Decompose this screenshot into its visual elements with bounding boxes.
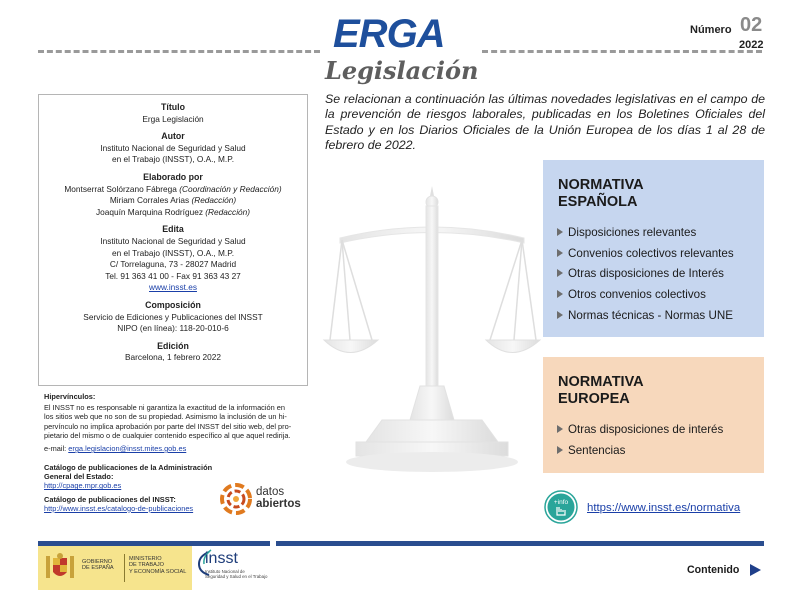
- intro-paragraph: Se relacionan a continuación las últimas novedades legislativas en el campo de la prevención de riesgos laborales, publicadas en los Boletines Oficiales del Estado y en los Diarios Oficiales de la Unión Europea de los días 1 al 28 de febrero de 2022.: [325, 92, 765, 153]
- triangle-right-icon: [557, 311, 563, 319]
- list-item[interactable]: Otras disposiciones de interés: [557, 420, 764, 441]
- triangle-right-icon: [557, 290, 563, 298]
- disclaimer-line: los sitios web que no son de su propiedad. Asimismo la inclusión de un hi-: [44, 412, 287, 422]
- normativa-url-link[interactable]: https://www.insst.es/normativa: [587, 502, 741, 514]
- triangle-right-icon: [557, 425, 563, 433]
- triangle-right-icon: [557, 269, 563, 277]
- list-item[interactable]: Otras disposiciones de Interés: [557, 264, 764, 285]
- list-item[interactable]: Sentencias: [557, 441, 764, 462]
- elaborado-line: Miriam Corrales Arias (Redacción): [109, 195, 237, 206]
- erga-logo: [325, 12, 485, 88]
- list-item[interactable]: Otros convenios colectivos: [557, 285, 764, 306]
- edicion-heading: Edición: [157, 340, 189, 351]
- autor-heading: Autor: [161, 131, 185, 142]
- gobierno-espana-logo: [38, 546, 192, 590]
- issue-year: 2022: [739, 39, 764, 51]
- email-link[interactable]: erga.legislacion@insst.mites.gob.es: [68, 444, 187, 454]
- normativa-espanola-title: NORMATIVA ESPAÑOLA: [558, 177, 644, 210]
- disclaimer-title: Hipervínculos:: [44, 392, 96, 401]
- logo-title: ERGA: [333, 12, 445, 56]
- catalogs: [44, 463, 214, 513]
- header-rule-right: [482, 50, 762, 53]
- datos-abiertos-icon: [220, 482, 252, 516]
- disclaimer-line: El INSST no es responsable ni garantiza la exactitud de la información en: [44, 403, 286, 413]
- contenido-label[interactable]: Contenido: [687, 564, 740, 576]
- insst-catalog-title: Catálogo de publicaciones del INSST:: [44, 494, 176, 504]
- ministerio-text: MINISTERIO DE TRABAJO Y ECONOMÍA SOCIAL: [129, 556, 187, 575]
- plus-info-icon[interactable]: [544, 490, 578, 524]
- edita-heading: Edita: [162, 224, 184, 235]
- elaborado-line: Montserrat Solórzano Fábrega (Coordinación y Redacción): [64, 183, 282, 194]
- hyperlinks-disclaimer: [44, 392, 306, 453]
- svg-text:+info: +info: [553, 499, 569, 506]
- admin-catalog-link[interactable]: http://cpage.mpr.gob.es: [44, 481, 122, 491]
- insst-catalog-link[interactable]: http://www.insst.es/catalogo-de-publicaciones: [44, 503, 194, 513]
- datos-abiertos-text: datos abiertos: [256, 486, 301, 510]
- composicion-line: Servicio de Ediciones y Publicaciones del INSST: [83, 311, 263, 322]
- scales-of-justice-illustration: [322, 180, 552, 485]
- gob-separator: [124, 554, 125, 582]
- elaborado-heading: Elaborado por: [143, 171, 203, 182]
- edicion-value: Barcelona, 1 febrero 2022: [125, 352, 221, 363]
- list-item[interactable]: Disposiciones relevantes: [557, 223, 764, 244]
- triangle-right-icon: [557, 249, 563, 257]
- normativa-europea-panel: [543, 357, 764, 473]
- next-arrow-icon[interactable]: [750, 564, 761, 576]
- disclaimer-line: pervínculo no implica aprobación por parte del INSST del sitio web, del pro-: [44, 421, 292, 431]
- gobierno-text: GOBIERNO DE ESPAÑA: [82, 559, 114, 572]
- insst-website-link[interactable]: www.insst.es: [149, 282, 197, 293]
- elaborado-line: Joaquín Marquina Rodríguez (Redacción): [95, 206, 251, 217]
- email-row: e-mail: erga.legislacion@insst.mites.gob.es: [44, 444, 187, 454]
- admin-catalog-title: Catálogo de publicaciones de la Administración: [44, 463, 213, 472]
- insst-name: insst: [205, 550, 238, 567]
- triangle-right-icon: [557, 446, 563, 454]
- datos-abiertos-logo[interactable]: [220, 482, 310, 518]
- insst-logo: [195, 546, 270, 590]
- credits-box: [38, 94, 308, 386]
- disclaimer-line: pietario del mismo o de cualquier contenido específico al que aquel redirija.: [44, 430, 291, 440]
- composicion-line: NIPO (en línea): 118-20-010-6: [117, 323, 229, 334]
- footer-rule-right: [276, 541, 764, 546]
- normativa-espanola-panel: [543, 160, 764, 337]
- admin-catalog-title-2: General del Estado:: [44, 472, 114, 482]
- composicion-heading: Composición: [145, 299, 201, 310]
- edita-line: en el Trabajo (INSST), O.A., M.P.: [111, 247, 235, 258]
- titulo-value: Erga Legislación: [142, 113, 204, 124]
- issue-number-label: Número: [690, 24, 732, 36]
- normativa-europea-title: NORMATIVA EUROPEA: [558, 374, 644, 407]
- autor-line: en el Trabajo (INSST), O.A., M.P.: [111, 154, 235, 165]
- list-item[interactable]: Convenios colectivos relevantes: [557, 244, 764, 265]
- edita-line: Tel. 91 363 41 00 - Fax 91 363 43 27: [105, 270, 241, 281]
- list-item[interactable]: Normas técnicas - Normas UNE: [557, 306, 764, 327]
- header-rule-left: [38, 50, 320, 53]
- edita-line: C/ Torrelaguna, 73 - 28027 Madrid: [109, 259, 237, 270]
- insst-subtitle: Instituto Nacional de Seguridad y Salud en el Trabajo: [205, 569, 268, 580]
- issue-number: 02: [740, 14, 763, 36]
- logo-subtitle: Legislación: [325, 56, 479, 85]
- titulo-heading: Título: [161, 102, 185, 112]
- triangle-right-icon: [557, 228, 563, 236]
- spain-coat-of-arms-icon: [44, 552, 76, 584]
- edita-line: Instituto Nacional de Seguridad y Salud: [100, 235, 246, 246]
- autor-line: Instituto Nacional de Seguridad y Salud: [100, 142, 246, 153]
